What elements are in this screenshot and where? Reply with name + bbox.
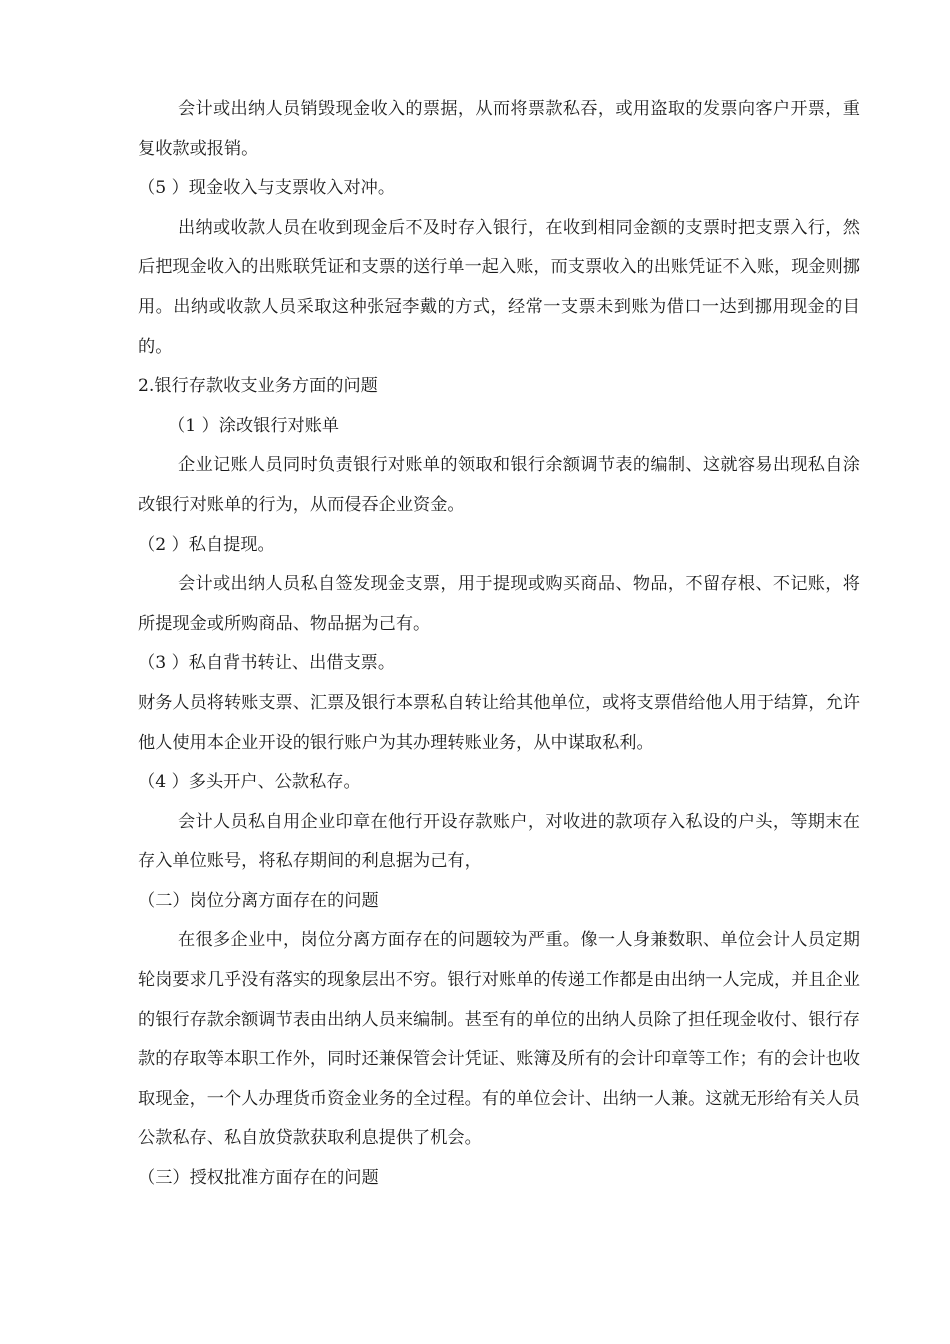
paragraph-alter-bank-statement: 企业记账人员同时负责银行对账单的领取和银行余额调节表的编制、这就容易出现私自涂改银行对账单的行为，从而侵吞企业资金。 bbox=[138, 455, 860, 515]
subheading-authorization-approval: （三）授权批准方面存在的问题 bbox=[138, 1168, 379, 1189]
paragraph-segregation-of-duties: 在很多企业中，岗位分离方面存在的问题较为严重。像一人身兼数职、单位会计人员定期轮岗要求几乎没有落实的现象层出不穷。银行对账单的传递工作都是由出纳一人完成，并且企业的银行存款余额调节表由出纳人员来编制。甚至有的单位的出纳人员除了担任现金收付、银行存款的存取等本职工作外，同时还兼保管会计凭证、账簿及所有的会计印章等工作；有的会计也收取现金，一个人办理货币资金业务的全过程。有的单位会计、出纳一人兼。这就无形给有关人员公款私存、私自放贷款获取利息提供了机会。 bbox=[138, 930, 860, 1149]
subheading-endorse-lend-checks: （3 ）私自背书转让、出借支票。 bbox=[138, 653, 396, 674]
paragraph-private-withdrawal: 会计或出纳人员私自签发现金支票，用于提现或购买商品、物品，不留存根、不记账，将所提现金或所购商品、物品据为己有。 bbox=[138, 574, 860, 634]
paragraph-cash-check-offset: 出纳或收款人员在收到现金后不及时存入银行，在收到相同金额的支票时把支票入行，然后把现金收入的出账联凭证和支票的送行单一起入账，而支票收入的出账凭证不入账，现金则挪用。出纳或收款人员采取这种张冠李戴的方式，经常一支票未到账为借口一达到挪用现金的目的。 bbox=[138, 217, 860, 357]
paragraph-endorse-lend-checks: 财务人员将转账支票、汇票及银行本票私自转让给其他单位，或将支票借给他人用于结算，允许他人使用本企业开设的银行账户为其办理转账业务，从中谋取私利。 bbox=[138, 692, 860, 753]
subheading-cash-check-offset: （5 ）现金收入与支票收入对冲。 bbox=[138, 178, 396, 199]
subheading-multiple-accounts: （4 ）多头开户、公款私存。 bbox=[138, 772, 361, 793]
subheading-segregation-of-duties: （二）岗位分离方面存在的问题 bbox=[138, 890, 379, 911]
paragraph-multiple-accounts: 会计人员私自用企业印章在他行开设存款账户，对收进的款项存入私设的户头，等期末在存入单位账号，将私存期间的利息据为己有， bbox=[138, 811, 860, 872]
document-body bbox=[138, 90, 860, 1199]
subheading-alter-bank-statement: （1 ）涂改银行对账单 bbox=[168, 415, 340, 436]
subheading-private-withdrawal: （2 ）私自提现。 bbox=[138, 534, 275, 555]
section-heading-bank-deposit-issues: 2.银行存款收支业务方面的问题 bbox=[138, 376, 378, 397]
paragraph-cash-receipt-destruction: 会计或出纳人员销毁现金收入的票据，从而将票款私吞，或用盗取的发票向客户开票，重复收款或报销。 bbox=[138, 99, 860, 159]
